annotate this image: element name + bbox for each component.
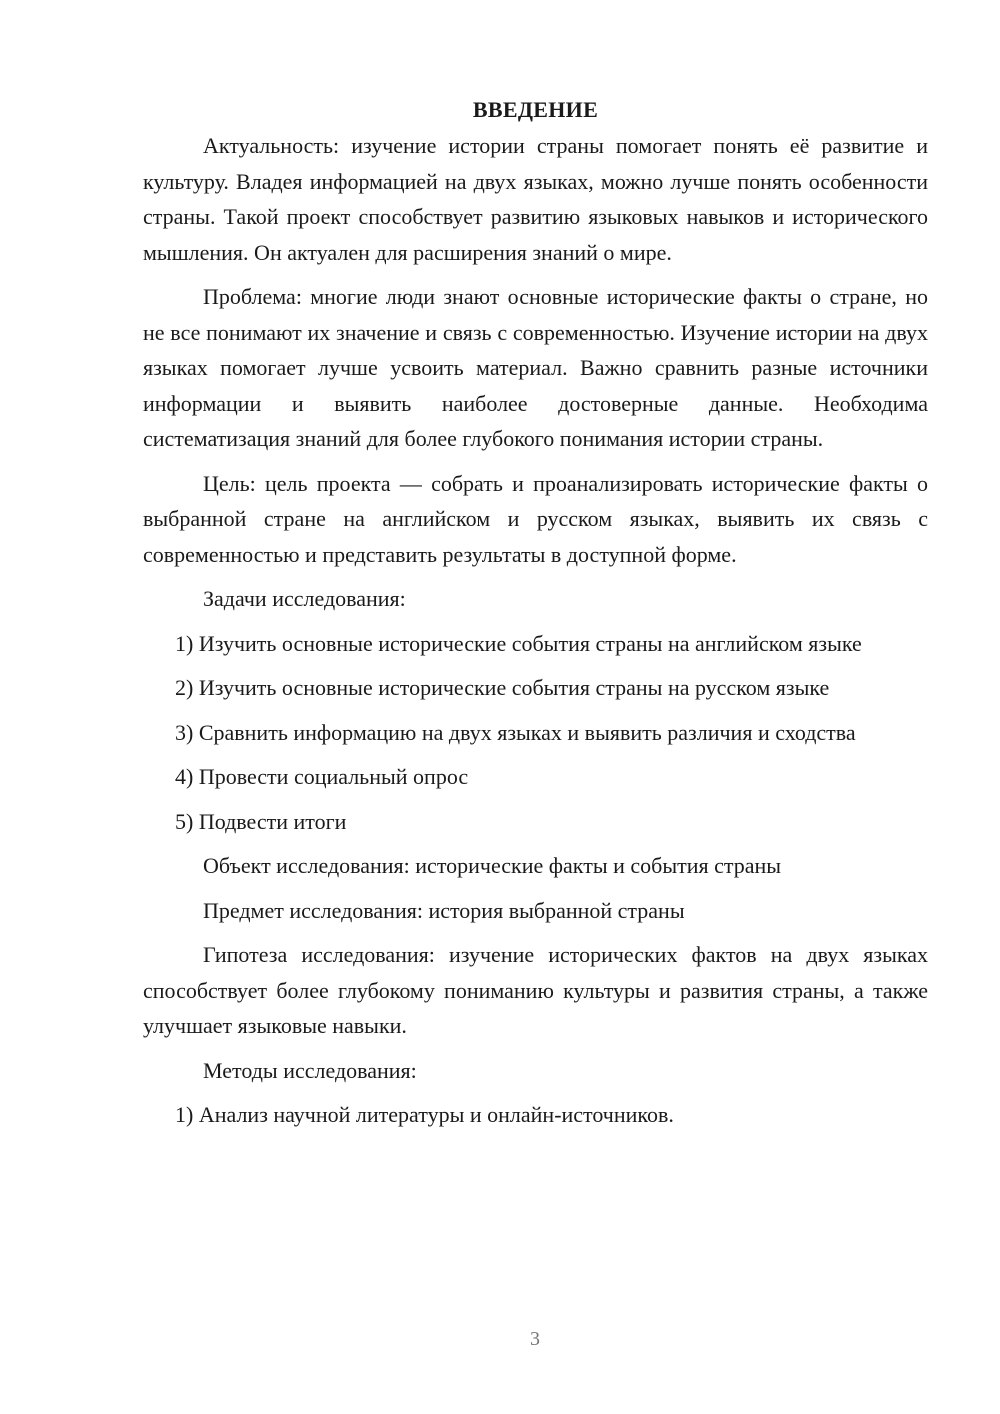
task-item: 4) Провести социальный опрос: [175, 764, 469, 789]
methods-heading: Методы исследования:: [203, 1057, 417, 1083]
paragraph-relevance: Актуальность: изучение истории страны помогает понять её развитие и культуру. Владея информацией на двух языках, можно лучше понять особенности страны. Такой проект способствует развитию языковых навыков и исторического мышления. Он актуален для расширения знаний о мире.: [143, 133, 928, 265]
task-item: 3) Сравнить информацию на двух языках и выявить различия и сходства: [175, 719, 856, 745]
task-item: 2) Изучить основные исторические события страны на русском языке: [175, 675, 830, 700]
page-number: 3: [530, 1328, 540, 1350]
page-title: ВВЕДЕНИЕ: [472, 97, 599, 122]
research-hypothesis: Гипотеза исследования: изучение исторических фактов на двух языках способствует более глубокому пониманию культуры и развития страны, а также улучшает языковые навыки.: [143, 942, 928, 1038]
paragraph-problem: Проблема: многие люди знают основные исторические факты о стране, но не все понимают их значение и связь с современностью. Изучение истории на двух языках помогает лучше усвоить материал. Важно сравнить разные источники информации и выявить наиболее достоверные данные. Необходима систематизация знаний для более глубокого понимания истории страны.: [143, 284, 928, 451]
tasks-heading: Задачи исследования:: [203, 586, 406, 611]
method-item: 1) Анализ научной литературы и онлайн-источников.: [175, 1102, 674, 1127]
task-item: 5) Подвести итоги: [175, 808, 347, 834]
research-subject: Предмет исследования: история выбранной страны: [203, 897, 685, 923]
paragraph-goal: Цель: цель проекта — собрать и проанализировать исторические факты о выбранной стране на английском и русском языках, выявить их связь с современностью и представить результаты в доступной форме.: [143, 470, 928, 567]
research-object: Объект исследования: исторические факты и события страны: [203, 853, 782, 878]
document-page: [143, 92, 928, 1133]
task-item: 1) Изучить основные исторические события страны на английском языке: [175, 630, 862, 656]
